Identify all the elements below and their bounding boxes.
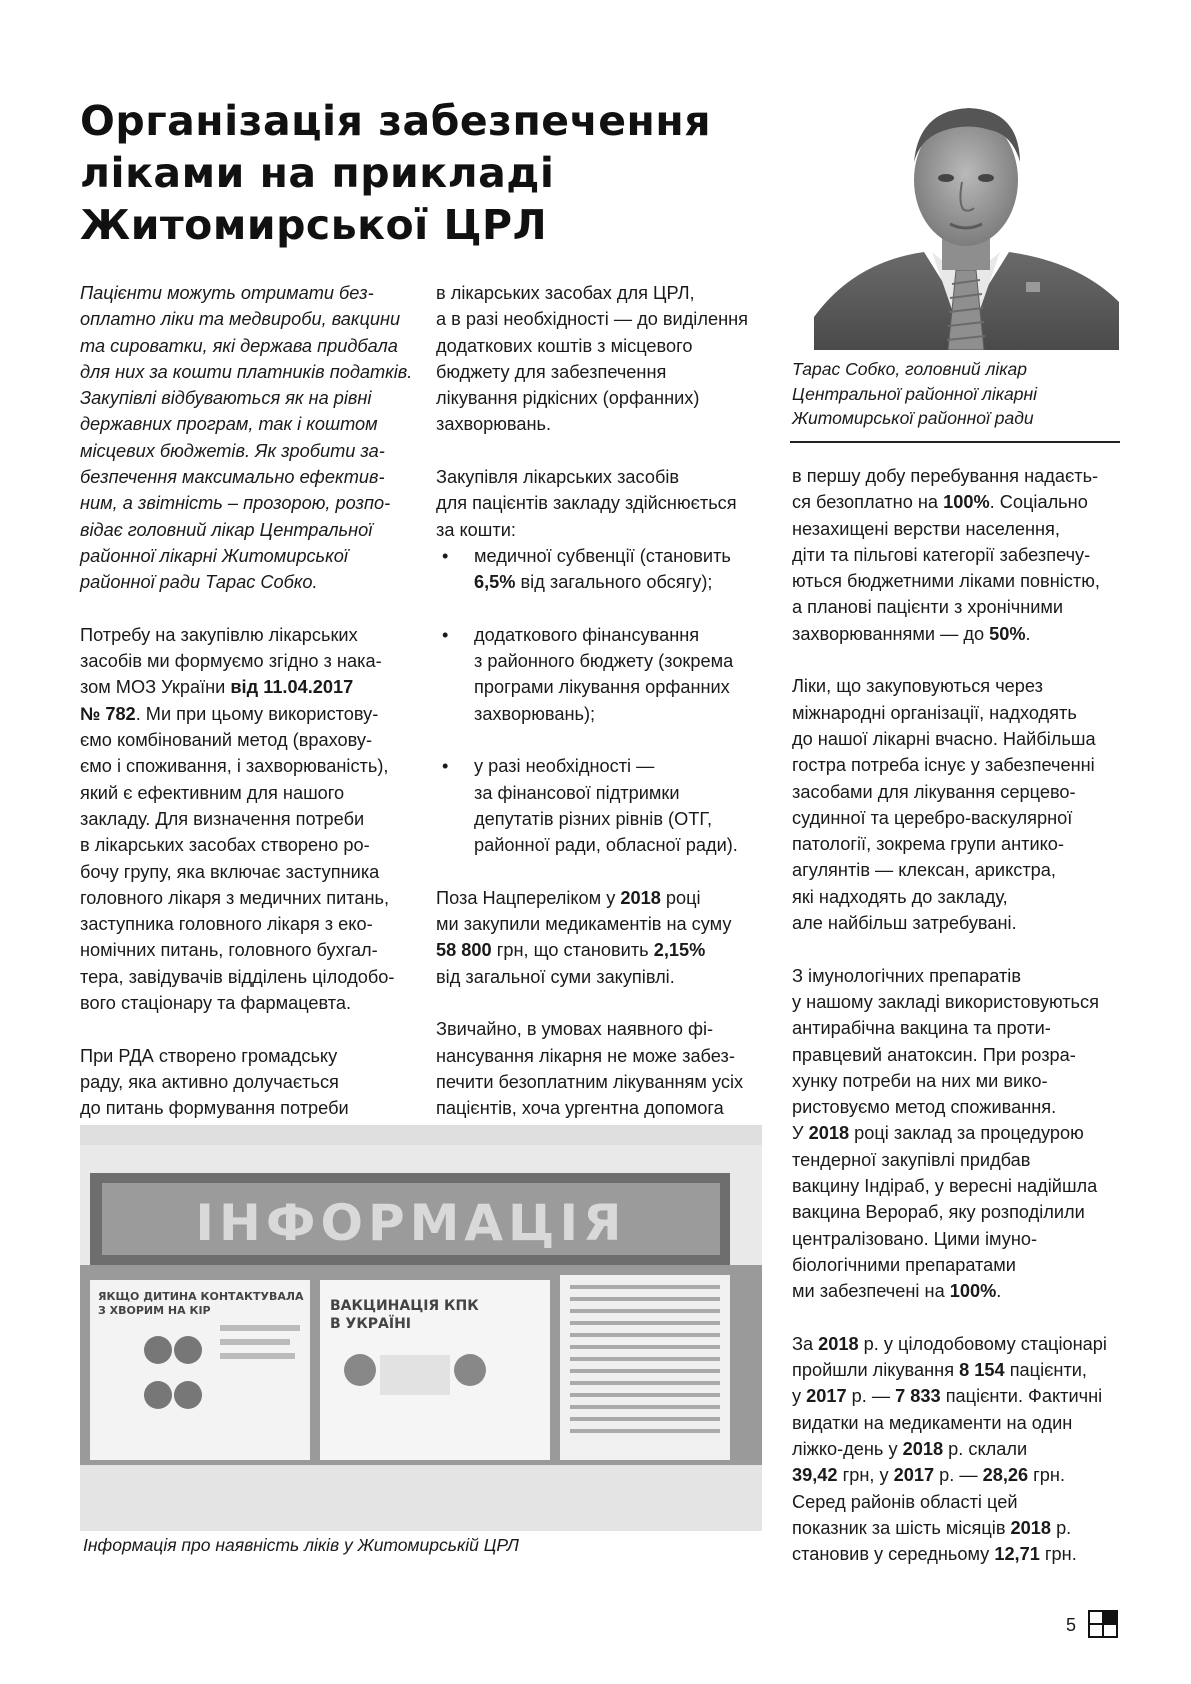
text-line: засобами для лікування серцево-	[792, 781, 1076, 802]
text-line: бочу групу, яка включає заступника	[80, 861, 380, 882]
caption-line: Тарас Собко, головний лікар	[792, 359, 1028, 379]
text-line: міжнародні організації, надходять	[792, 702, 1077, 723]
caption-line: Житомирської районної ради	[792, 408, 1034, 428]
text-line: та сироватки, які держава придбала	[80, 335, 398, 356]
text-line: районної ради, обласної ради).	[474, 835, 738, 856]
paragraph	[80, 622, 410, 1016]
text-line: раду, яка активно долучається	[80, 1071, 339, 1092]
text-line: відає головний лікар Центральної	[80, 519, 373, 540]
text-line: оплатно ліки та медвироби, вакцини	[80, 309, 401, 330]
paragraph	[792, 1331, 1132, 1568]
text-line: 39,42 грн, у 2017 р. — 28,26 грн.	[792, 1465, 1066, 1486]
text-line: нансування лікарня не може забез-	[436, 1045, 735, 1066]
magazine-logo-icon	[1088, 1610, 1118, 1638]
text-line: пройшли лікування 8 154 пацієнти,	[792, 1360, 1087, 1381]
text-line: додаткового фінансування	[474, 624, 700, 645]
bullet-item	[436, 543, 776, 596]
text-line: лікування рідкісних (орфанних)	[436, 388, 700, 409]
text-line: агулянтів — клексан, арикстра,	[792, 860, 1056, 881]
text-line: ємо комбінований метод (врахову-	[80, 730, 373, 751]
text-line: засобів ми формуємо згідно з нака-	[80, 651, 382, 672]
text-line: 6,5% від загального обсягу);	[474, 572, 713, 593]
text-line: бюджету для забезпечення	[436, 361, 667, 382]
poster-title: ЯКЩО ДИТИНА КОНТАКТУВАЛА	[98, 1290, 304, 1303]
text-line: незахищені верстви населення,	[792, 518, 1060, 539]
text-line: ліжко-день у 2018 р. склали	[792, 1438, 1028, 1459]
text-line: які надходять до закладу,	[792, 886, 1008, 907]
text-line: місцевих бюджетів. Як зробити за-	[80, 440, 385, 461]
text-line: 58 800 грн, що становить 2,15%	[436, 940, 706, 961]
text-line: З імунологічних препаратів	[792, 965, 1021, 986]
text-line: який є ефективним для нашого	[80, 782, 345, 803]
text-line: антирабічна вакцина та проти-	[792, 1018, 1051, 1039]
text-line: Поза Нацпереліком у 2018 році	[436, 887, 701, 908]
text-line: Закупівля лікарських засобів	[436, 467, 680, 488]
text-line: за кошти:	[436, 519, 516, 540]
text-line: номічних питань, головного бухгал-	[80, 940, 378, 961]
text-line: біологічними препаратами	[792, 1254, 1016, 1275]
text-line: в лікарських засобах для ЦРЛ,	[436, 283, 695, 303]
page-number: 5	[1066, 1615, 1077, 1635]
text-line: від загальної суми закупівлі.	[436, 966, 675, 987]
text-line: депутатів різних рівнів (ОТГ,	[474, 808, 713, 829]
paragraph	[436, 1016, 776, 1121]
text-line: за фінансової підтримки	[474, 782, 680, 803]
column-3	[792, 463, 1132, 1567]
text-line: захворювань);	[474, 703, 596, 724]
text-line: у 2017 р. — 7 833 пацієнти. Фактичні	[792, 1386, 1103, 1407]
text-line: захворюваннями — до 50%.	[792, 623, 1031, 644]
poster-title: З ХВОРИМ НА КІР	[98, 1304, 211, 1317]
paragraph	[436, 464, 776, 543]
bullet-item	[436, 622, 776, 727]
text-line: За 2018 р. у цілодобовому стаціонарі	[792, 1333, 1107, 1354]
text-line: № 782. Ми при цьому використову-	[80, 703, 379, 724]
column-2	[436, 280, 776, 1122]
paragraph	[792, 673, 1132, 936]
text-line: у нашому закладі використовуються	[792, 991, 1099, 1012]
text-line: ються бюджетними ліками повністю,	[792, 571, 1100, 592]
text-line: ми забезпечені на 100%.	[792, 1281, 1002, 1302]
column-1	[80, 280, 413, 1122]
text-line: печити безоплатним лікуванням усіх	[436, 1071, 744, 1092]
text-line: ним, а звітність – прозорою, розпо-	[80, 493, 391, 514]
text-line: ся безоплатно на 100%. Соціально	[792, 492, 1088, 513]
text-line: судинної та церебро-васкулярної	[792, 807, 1073, 828]
text-line: Звичайно, в умовах наявного фі-	[436, 1019, 714, 1040]
bullet-glyph: •	[442, 756, 449, 777]
title-line: Організація забезпечення	[80, 97, 712, 145]
paragraph	[436, 885, 776, 990]
board-sign-text: ІНФОРМАЦІЯ	[195, 1194, 627, 1252]
text-line: Потребу на закупівлю лікарських	[80, 624, 358, 645]
text-line: показник за шість місяців 2018 р.	[792, 1517, 1072, 1538]
text-line: ми закупили медикаментів на суму	[436, 914, 732, 935]
text-line: державних програм, так і коштом	[80, 414, 378, 435]
title-line: ліками на прикладі	[80, 149, 555, 197]
text-line: вого стаціонару та фармацевта.	[80, 993, 352, 1014]
text-line: Серед районів області цей	[792, 1491, 1018, 1512]
portrait-photo	[814, 92, 1119, 350]
bullet-item	[436, 753, 776, 858]
title-line: Житомирської ЦРЛ	[80, 201, 548, 249]
text-line: При РДА створено громадську	[80, 1045, 338, 1066]
text-line: патології, зокрема групи антико-	[792, 834, 1064, 855]
text-line: ємо і споживання, і захворюваність),	[80, 756, 389, 777]
portrait-caption	[792, 357, 1037, 431]
text-line: централізовано. Цими імуно-	[792, 1228, 1038, 1249]
text-line: районної ради Тарас Собко.	[80, 572, 318, 593]
text-line: зом МОЗ України від 11.04.2017	[80, 677, 354, 698]
text-line: діти та пільгові категорії забезпечу-	[792, 544, 1091, 565]
paragraph	[80, 1043, 410, 1122]
caption-divider	[790, 441, 1120, 443]
text-line: програми лікування орфанних	[474, 677, 730, 698]
text-line: захворювань.	[436, 414, 552, 435]
text-line: для них за кошти платників податків.	[80, 361, 413, 382]
text-line: а планові пацієнти з хронічними	[792, 597, 1064, 618]
text-line: ристовуємо метод споживання.	[792, 1097, 1057, 1118]
poster-title: В УКРАЇНІ	[330, 1316, 412, 1332]
text-line: вакцина Верораб, яку розподілили	[792, 1202, 1085, 1223]
text-line: до нашої лікарні вчасно. Найбільша	[792, 728, 1096, 749]
text-line: районної лікарні Житомирської	[80, 545, 348, 566]
text-line: заступника головного лікаря з еко-	[80, 914, 373, 935]
portrait-illustration	[814, 92, 1119, 350]
text-line: в першу добу перебування надаєть-	[792, 466, 1099, 486]
text-line: закладу. Для визначення потреби	[80, 808, 365, 829]
text-line: медичної субвенції (становить	[474, 545, 731, 566]
text-line: а в разі необхідності — до виділення	[436, 309, 749, 330]
text-line: пацієнтів, хоча ургентна допомога	[436, 1098, 724, 1119]
text-line: Ліки, що закуповуються через	[792, 676, 1043, 697]
text-line: в лікарських засобах створено ро-	[80, 835, 370, 856]
caption-line: Центральної районної лікарні	[792, 383, 1037, 404]
paragraph	[792, 963, 1132, 1305]
text-line: Пацієнти можуть отримати без-	[80, 283, 374, 303]
text-line: з районного бюджету (зокрема	[474, 651, 734, 672]
text-line: У 2018 році заклад за процедурою	[792, 1123, 1084, 1144]
text-line: Закупівлі відбуваються як на рівні	[80, 388, 372, 409]
text-line: додаткових коштів з місцевого	[436, 335, 693, 356]
text-line: становив у середньому 12,71 грн.	[792, 1544, 1077, 1565]
text-line: правцевий анатоксин. При розра-	[792, 1044, 1076, 1065]
text-line: для пацієнтів закладу здійснюється	[436, 493, 737, 514]
text-line: у разі необхідності —	[474, 756, 655, 777]
photo-caption: Інформація про наявність ліків у Житомирській ЦРЛ	[83, 1535, 519, 1555]
text-line: головного лікаря з медичних питань,	[80, 887, 390, 908]
info-board-illustration	[80, 1125, 762, 1531]
text-line: безпечення максимально ефектив-	[80, 467, 385, 488]
paragraph	[792, 463, 1132, 647]
bullet-glyph: •	[442, 545, 449, 566]
bullet-glyph: •	[442, 624, 449, 645]
lead-paragraph	[80, 280, 413, 596]
text-line: тера, завідувачів відділень цілодобо-	[80, 966, 395, 987]
text-line: тендерної закупівлі придбав	[792, 1149, 1031, 1170]
text-line: до питань формування потреби	[80, 1098, 349, 1119]
paragraph	[436, 280, 776, 438]
info-board-photo	[80, 1125, 762, 1531]
text-line: хунку потреби на них ми вико-	[792, 1070, 1048, 1091]
text-line: видатки на медикаменти на один	[792, 1412, 1073, 1433]
text-line: вакцину Індіраб, у вересні надійшла	[792, 1176, 1098, 1197]
text-line: гостра потреба існує у забезпеченні	[792, 755, 1095, 776]
text-line: але найбільш затребувані.	[792, 913, 1017, 934]
article-title	[80, 95, 780, 251]
poster-title: ВАКЦИНАЦІЯ КПК	[330, 1298, 479, 1314]
